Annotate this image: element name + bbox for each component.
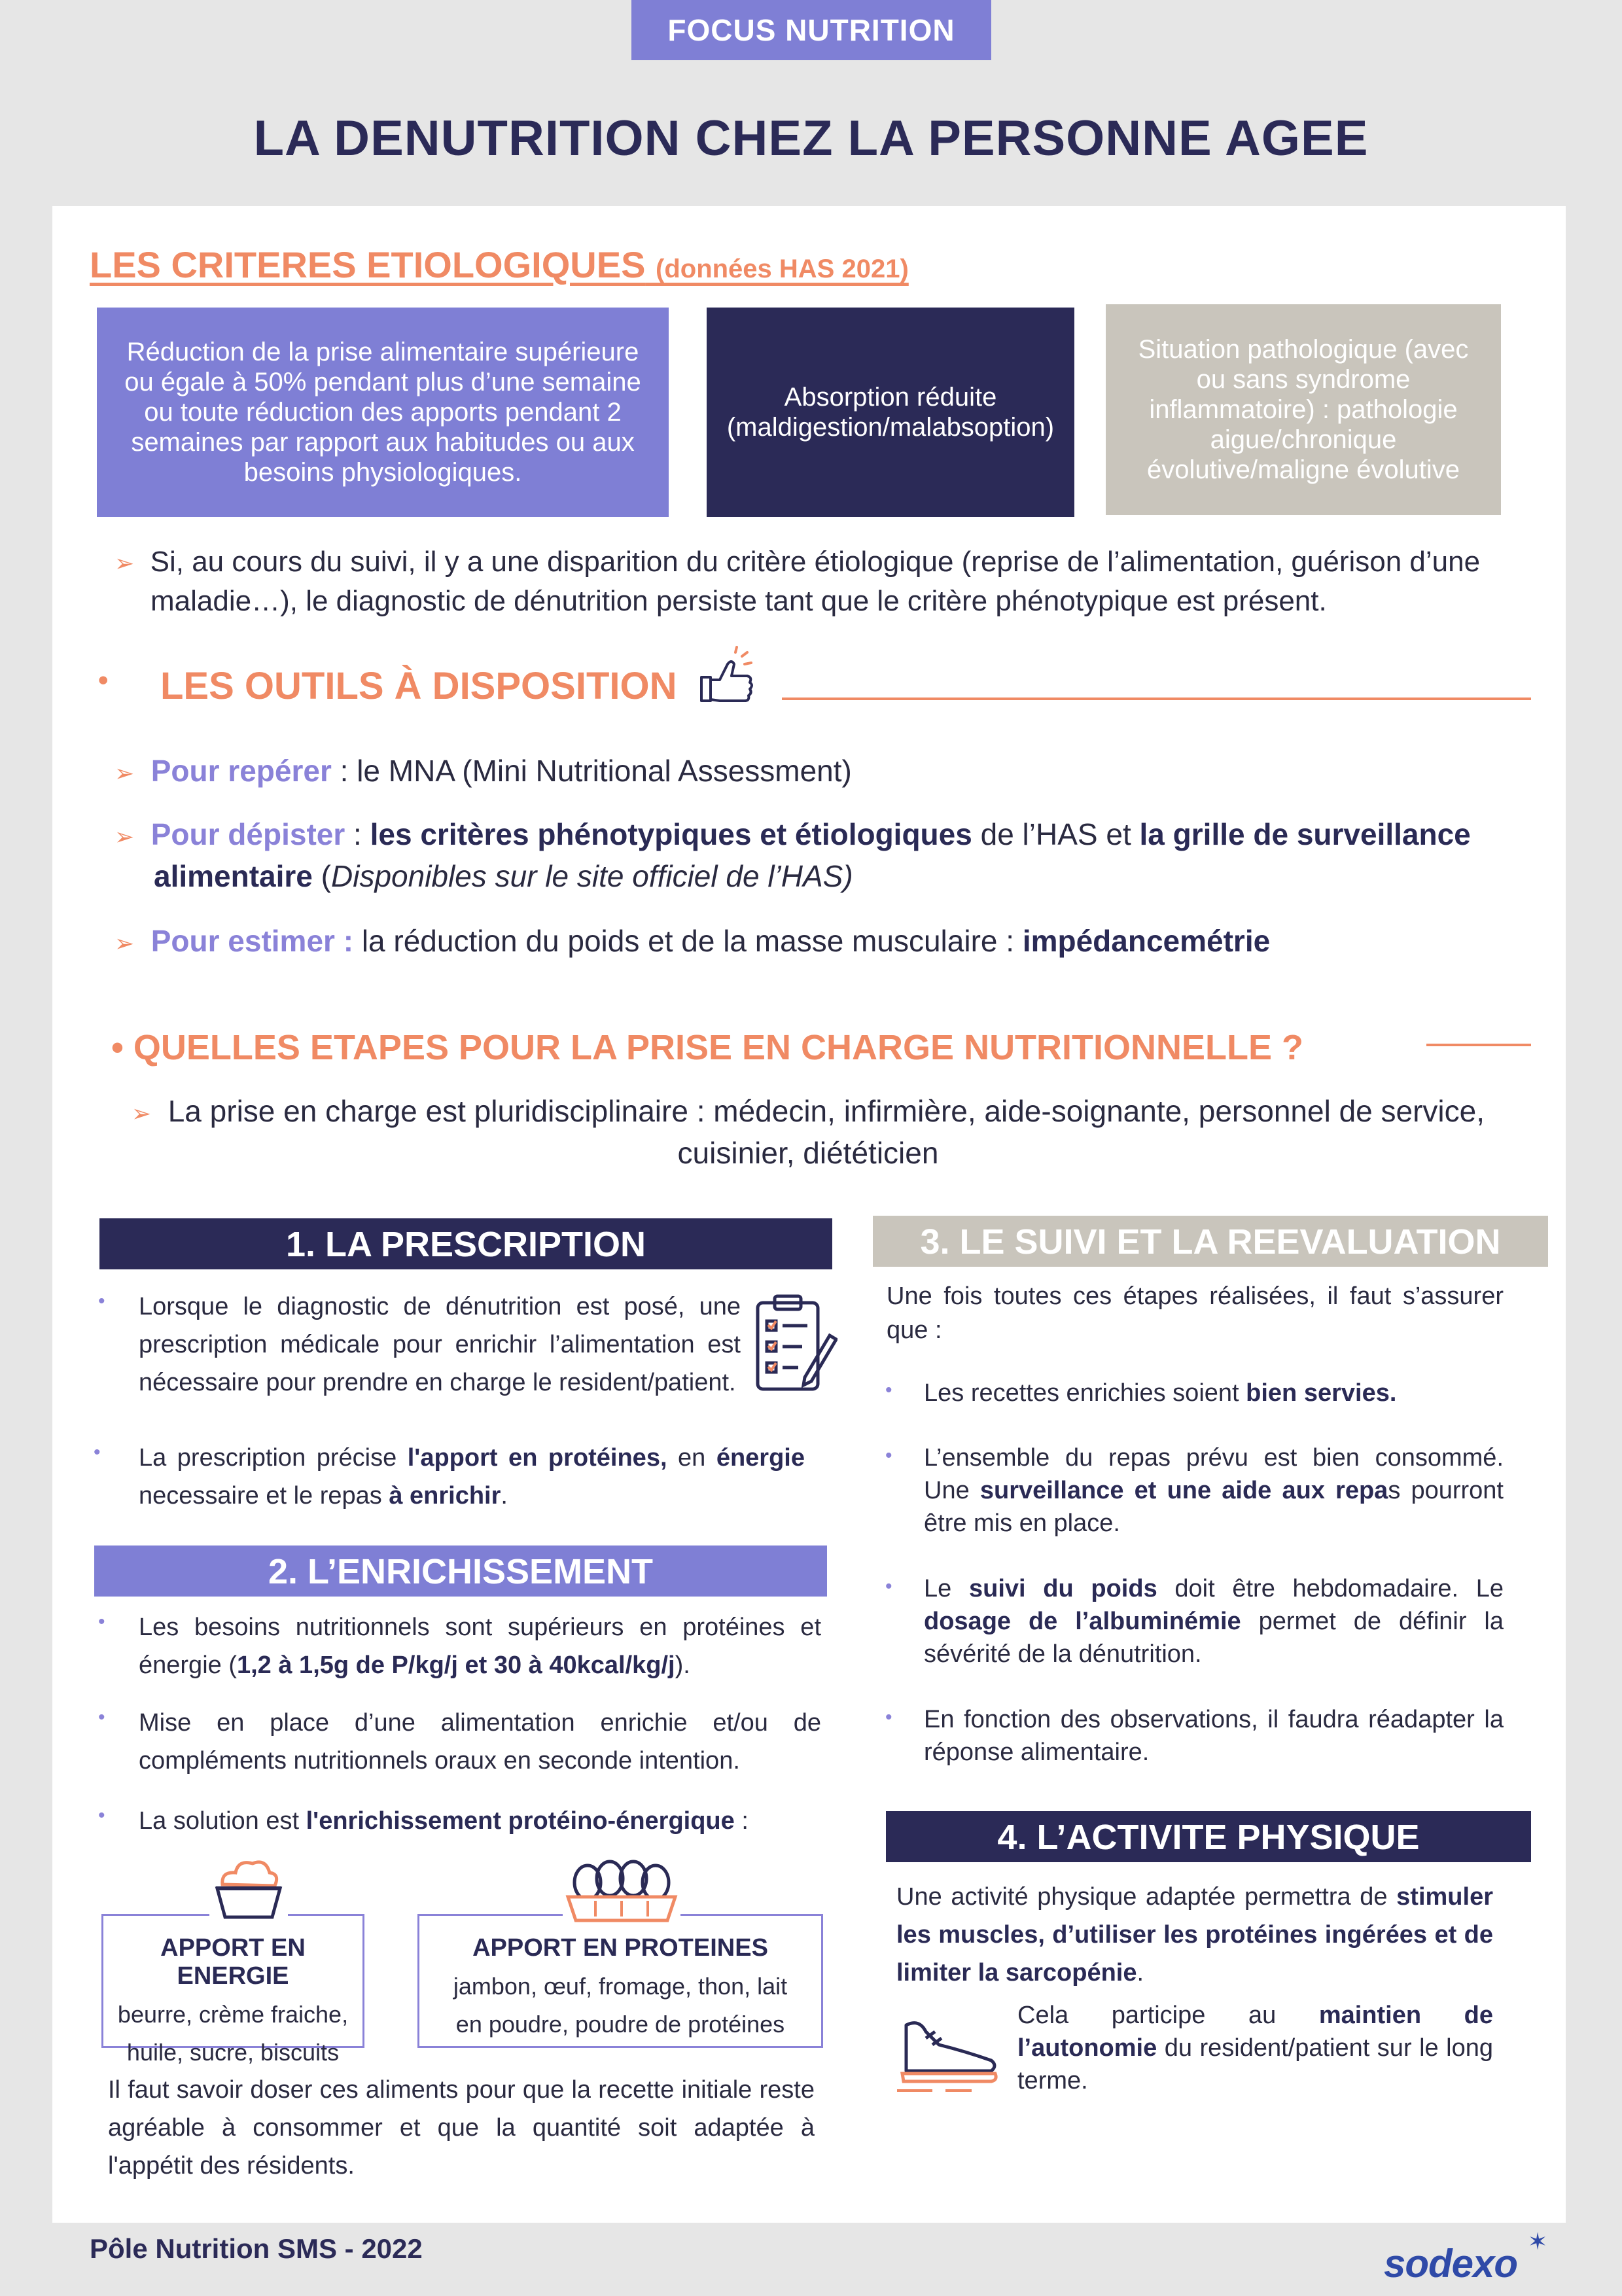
etapes-text: [115, 1091, 1502, 1173]
enrichissement-p2: Mise en place d’une alimentation enrichie et/ou de compléments nutritionnels oraux en seconde intention.: [139, 1709, 821, 1775]
eggs-icon: [563, 1855, 680, 1927]
activite-p1-a: Une activité physique adaptée permettra de: [896, 1883, 1397, 1911]
outil-depister-t2: de l’HAS et: [972, 817, 1140, 851]
page-title: LA DENUTRITION CHEZ LA PERSONNE AGEE: [253, 111, 1369, 166]
criteres-source: (données HAS 2021): [656, 255, 909, 283]
prescription-p2-c: en: [667, 1444, 716, 1472]
outil-depister-b1: les critères phénotypiques et étiologiques: [370, 817, 972, 851]
arrow-icon: ➢: [131, 1100, 152, 1127]
activite-p2-c: du resident/patient sur le long terme.: [1017, 2034, 1493, 2094]
thumbs-up-icon: [694, 645, 759, 710]
prescription-p2-g: .: [501, 1482, 508, 1510]
suivi-item-1-a: Les recettes enrichies soient: [924, 1379, 1246, 1407]
activite-p2: [1017, 1999, 1493, 2097]
apport-energie-line1: beurre, crème fraiche,: [117, 2001, 349, 2028]
suivi-item-1-b: bien servies.: [1246, 1379, 1397, 1407]
apport-energie-line2: huile, sucre, biscuits: [126, 2039, 340, 2066]
muffin-icon: [209, 1852, 288, 1924]
prescription-p2-d: énergie: [716, 1444, 805, 1472]
focus-tag: FOCUS NUTRITION: [631, 0, 991, 60]
prescription-p2-b: l'apport en protéines,: [407, 1444, 667, 1472]
critere-box-absorption: Absorption réduite (maldigestion/malabsoption): [707, 308, 1074, 517]
logo-star-icon: ✶: [1528, 2228, 1548, 2255]
enrichissement-p3-c: :: [734, 1807, 749, 1835]
enrichissement-p3-b: l'enrichissement protéino-énergique: [306, 1807, 735, 1835]
criteres-note-text: Si, au cours du suivi, il y a une disparition du critère étiologique (reprise de l’alimentation, guérison d’une maladie…), le diagnostic de dénutrition persiste tant que le critère phénotypique est présent.: [150, 546, 1481, 617]
outil-depister-b2: la grille de surveillance alimentaire: [154, 817, 1471, 893]
activite-p1-b: stimuler les muscles, d’utiliser les protéines ingérées et de limiter la sarcopénie: [896, 1883, 1493, 1987]
outil-estimer-bold: impédancemétrie: [1022, 924, 1271, 958]
prescription-title: 1. LA PRESCRIPTION: [99, 1218, 832, 1269]
enrichissement-p3: [139, 1802, 821, 1840]
enrichissement-title: 2. L’ENRICHISSEMENT: [94, 1545, 827, 1597]
suivi-item-3: [924, 1572, 1504, 1670]
footer-credit: Pôle Nutrition SMS - 2022: [90, 2233, 423, 2264]
arrow-icon: ➢: [115, 760, 135, 786]
activite-p1-c: .: [1137, 1959, 1144, 1987]
criteres-title-text: LES CRITERES ETIOLOGIQUES: [90, 244, 646, 285]
bullet-dot: •: [885, 1576, 892, 1597]
activite-p1: [896, 1878, 1493, 1992]
outil-depister-t1: :: [345, 817, 370, 851]
suivi-item-3-b: suivi du poids: [968, 1575, 1157, 1602]
activite-p2-a: Cela participe au: [1017, 2002, 1319, 2029]
suivi-item-3-d: dosage de l’albuminémie: [924, 1608, 1241, 1635]
criteres-note: [115, 543, 1538, 620]
bullet-dot: •: [94, 1441, 101, 1463]
suivi-item-2-c: s pourront être mis en place.: [924, 1477, 1504, 1537]
enrichissement-footer: Il faut savoir doser ces aliments pour que la recette initiale reste agréable à consommer et que la quantité soit adaptée à l'appétit des résidents.: [108, 2076, 815, 2180]
suivi-item-2-b: surveillance et une aide aux repa: [979, 1477, 1388, 1504]
prescription-p2-e: necessaire et le repas: [139, 1482, 389, 1510]
etapes-divider: [1426, 1044, 1531, 1046]
clipboard-icon: [752, 1292, 837, 1394]
suivi-item-2: [924, 1441, 1504, 1540]
bullet-dot: •: [98, 1290, 105, 1312]
enrichissement-p1-c: ).: [675, 1651, 690, 1679]
bullet-dot: •: [98, 1706, 105, 1728]
outil-estimer-label: Pour estimer :: [150, 924, 354, 958]
suivi-item-3-a: Le: [924, 1575, 969, 1602]
apport-energie-box: [101, 1914, 364, 2066]
enrichissement-p1: [139, 1608, 821, 1684]
apport-proteines-title: APPORT EN PROTEINES: [472, 1934, 768, 1962]
suivi-intro: Une fois toutes ces étapes réalisées, il faut s’assurer que :: [887, 1282, 1504, 1344]
bullet-dot: •: [98, 1805, 105, 1826]
enrichissement-p1-b: 1,2 à 1,5g de P/kg/j et 30 à 40kcal/kg/j: [236, 1651, 675, 1679]
critere-box-reduction: Réduction de la prise alimentaire supérieure ou égale à 50% pendant plus d’une semaine ou toute réduction des apports pendant 2 semaines par rapport aux habitudes ou aux besoins physiologiques.: [97, 308, 669, 517]
suivi-item-4: En fonction des observations, il faudra réadapter la réponse alimentaire.: [924, 1706, 1504, 1766]
arrow-icon: ➢: [115, 550, 135, 576]
outil-reperer-text: : le MNA (Mini Nutritional Assessment): [331, 754, 852, 788]
outil-reperer-label: Pour repérer: [150, 754, 332, 788]
apport-proteines-box: [417, 1914, 823, 2048]
arrow-icon: ➢: [115, 930, 135, 957]
outil-depister-i1: Disponibles sur le site officiel de l’HAS): [331, 859, 853, 893]
suivi-item-2-a: L’ensemble du repas prévu est bien consommé. Une: [924, 1444, 1504, 1504]
criteres-title: [90, 243, 909, 286]
enrichissement-p3-a: La solution est: [139, 1807, 306, 1835]
etapes-title: • QUELLES ETAPES POUR LA PRISE EN CHARGE NUTRITIONNELLE ?: [111, 1028, 1304, 1067]
outil-estimer-text: la réduction du poids et de la masse musculaire :: [353, 924, 1023, 958]
activite-p2-b: maintien de l’autonomie: [1017, 2002, 1493, 2062]
outils-title: LES OUTILS À DISPOSITION: [160, 665, 677, 707]
prescription-p2-a: La prescription précise: [139, 1444, 408, 1472]
bullet-dot: •: [98, 1611, 105, 1633]
outil-reperer: [115, 751, 1502, 793]
outil-depister: [115, 815, 1541, 896]
outils-bullet: •: [98, 664, 109, 696]
bullet-dot: •: [885, 1706, 892, 1728]
outil-depister-t3: (: [312, 859, 332, 893]
apport-energie-title: APPORT EN ENERGIE: [160, 1934, 306, 1990]
critere-box-pathologie: Situation pathologique (avec ou sans syndrome inflammatoire) : pathologie aigue/chronique évolutive/maligne évolutive: [1106, 304, 1501, 515]
bullet-dot: •: [885, 1445, 892, 1466]
enrichissement-p1-a: Les besoins nutritionnels sont supérieurs en protéines et énergie (: [139, 1614, 821, 1679]
apport-proteines-line1: jambon, œuf, fromage, thon, lait: [453, 1973, 788, 2000]
suivi-title: 3. LE SUIVI ET LA REEVALUATION: [873, 1216, 1548, 1267]
outils-divider: [782, 698, 1531, 700]
prescription-p1: Lorsque le diagnostic de dénutrition est posé, une prescription médicale pour enrichir l’alimentation est nécessaire pour prendre en charge le resident/patient.: [139, 1293, 741, 1396]
sneaker-icon: [893, 2005, 1004, 2097]
suivi-item-3-e: permet de définir la sévérité de la dénutrition.: [924, 1608, 1504, 1668]
prescription-p2: [139, 1439, 805, 1515]
outil-estimer: [115, 921, 1502, 963]
suivi-item-1: [924, 1376, 1504, 1410]
etapes-text-content: La prise en charge est pluridisciplinaire : médecin, infirmière, aide-soignante, personnel de service, cuisinier, diététicien: [167, 1094, 1485, 1170]
apport-proteines-line2: en poudre, poudre de protéines: [455, 2011, 785, 2038]
sodexo-logo: sodexo: [1384, 2242, 1518, 2286]
prescription-p2-f: à enrichir: [389, 1482, 501, 1510]
outil-depister-label: Pour dépister: [150, 817, 345, 851]
arrow-icon: ➢: [115, 823, 135, 850]
activite-title: 4. L’ACTIVITE PHYSIQUE: [886, 1811, 1531, 1862]
suivi-item-3-c: doit être hebdomadaire. Le: [1157, 1575, 1504, 1602]
bullet-dot: •: [885, 1379, 892, 1401]
